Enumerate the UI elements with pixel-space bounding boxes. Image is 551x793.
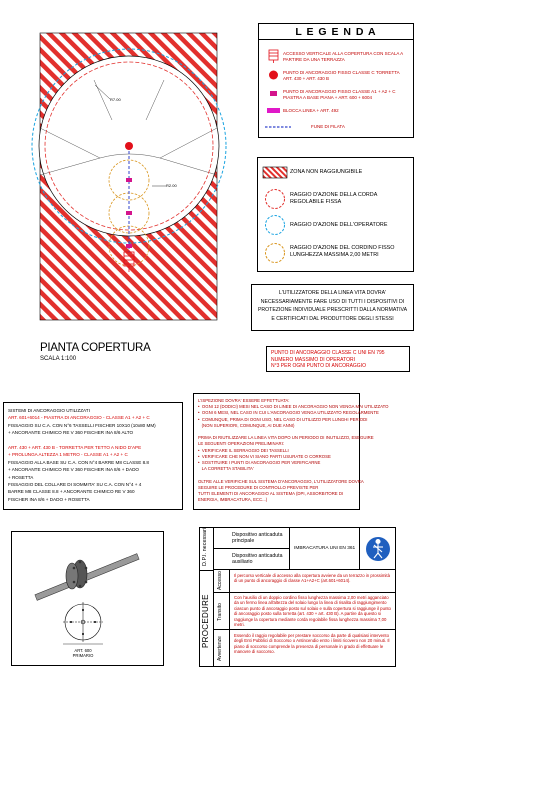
user-note-box [251, 284, 414, 331]
inspection-line: (NON SUPERIORI, COMUNQUE, AI DUE ANNI) [198, 422, 295, 428]
inspection-line: TUTTI ELEMENTI DI ANCORAGGIO AL SISTEMA (DPI, ASSORBITORE DI [198, 491, 344, 497]
inspection-line: SEGUIRE LE PROCEDURE DI CONTROLLO PREVISTE PER [198, 484, 319, 490]
inspection-line: LA CORRETTA STABILITA' [198, 466, 254, 472]
anchor-systems-line: + ROSETTA [8, 474, 34, 480]
plan-title: PIANTA COPERTURA [40, 342, 151, 354]
anchor-systems-lines [8, 407, 178, 503]
fixed-anchor-plate-1 [126, 178, 132, 182]
inspection-line: • SOSTITUIRE I PUNTI DI ANCORAGGIO PER VERIFICARNE [198, 460, 321, 466]
legend-symbols-box [258, 23, 414, 138]
legend-item-ladder [259, 48, 413, 64]
transit-label: Transito [217, 603, 223, 621]
legend-item-lifeline-text: FUNE DI FILATA [311, 124, 345, 129]
user-note-line-1: L'UTILIZZATORE DELLA LINEA VITA DOVRA' [278, 290, 387, 296]
legend-item-plate-text: PUNTO DI ANCORAGGIO FISSO CLASSE A1 + A2 + C PIASTRA A BASE PIANA + ART. 600 + 6004 [283, 89, 396, 100]
inspection-line: ENERGIA, IMBRACATURA, ECC...) [198, 497, 268, 503]
access-text: Il percorso verticale di accesso alla copertura avviene da un terrazzo in prossimità di un punto di ancoraggio di classe A1+A2+C (art.601+6014). [234, 573, 390, 584]
anchor-systems-line: FISSAGGIO DEL COLLARE DI SOMMITA' SU C.A. CON N°4 + 4 [8, 482, 142, 488]
anchor-systems-line: ART. 601+6014 - PIASTRA DI ANCORAGGIO - CLASSE A1 + A2 + C [8, 415, 150, 421]
user-note-line-4: E CERTIFICATI DAL PRODUTTORE DEGLI STESSI [271, 315, 394, 322]
max-operators-line-2: NUMERO MASSIMO DI OPERATORI [271, 356, 355, 363]
warnings-label-cell [214, 630, 230, 666]
anchor-systems-line: + ANCORANTE CHIMICO RE V 360 FISCHER INA 8/6 ALTO [8, 430, 134, 436]
legend-item-lifeline [259, 122, 413, 132]
dpi-row-2-label: Dispositivo anticaduta ausiliario [232, 553, 283, 565]
anchor-systems-box [3, 402, 183, 510]
inspection-line: LE SEGUENTI OPERAZIONI PRELIMINARI: [198, 441, 284, 447]
line-block-icon [263, 106, 285, 116]
harness-cell [290, 528, 360, 570]
user-note-line-3: PROTEZIONE INDIVIDUALE PRESCRITTI DALLA NORMATIVA [257, 307, 408, 313]
inspection-line: • VERIFICARE IL SERRAGGIO DEI TASSELLI [198, 447, 289, 453]
inspection-line: • VERIFICARE CHE NON VI SIANO PARTI USURATE O CORROSE [198, 453, 331, 459]
anchor-systems-line: + ANCORANTE CHIMICO RE V 360 FISCHER INA 8/6 + DADO [8, 467, 139, 473]
fixed-anchor-plate-icon [263, 88, 285, 102]
legend-item-block [259, 106, 413, 116]
vertical-access-ladder-icon [263, 48, 285, 64]
legend-zone-no-reach [258, 165, 413, 181]
inspection-line: L'ISPEZIONE DOVRA' ESSERE EFFETTUATA: [198, 398, 290, 403]
transit-text-cell [230, 593, 396, 630]
lifeline-icon [263, 122, 293, 132]
legend-item-block-text: BLOCCA LINEA + ART. 492 [283, 108, 339, 113]
dpi-row-2-label-cell [214, 549, 290, 570]
anchor-systems-line [8, 437, 178, 444]
anchor-systems-line: SISTEMI DI ANCORAGGIO UTILIZZATI [8, 408, 90, 413]
max-operators-box [266, 346, 410, 372]
legend-item-turret [259, 69, 413, 83]
operator-radius-icon [262, 213, 290, 237]
procedure-side-title: PROCEDURE [201, 594, 210, 648]
legend-zone-rope-text: RAGGIO D'AZIONE DELLA CORDA REGOLABILE FISSA [290, 192, 377, 205]
no-reach-zone-icon [262, 165, 290, 181]
harness-label: IMBRACATURA UNI EN 361 [294, 546, 356, 551]
inspection-line: OLTRE ALLE VERIFICHE SUL SISTEMA D'ANCORAGGIO, L'UTILIZZATORE DOVRA [198, 478, 364, 484]
anchor-product-drawing [12, 532, 163, 665]
dpi-label: D.P.I. necessari [202, 527, 208, 566]
anchor-systems-line: ART. 430 + ART. 430 B - TORRETTA PER TETTO A NIDO D'APE [8, 445, 142, 451]
legend-item-turret-text: PUNTO DI ANCORAGGIO FISSO CLASSE C TORRETTA ART. 430 + ART. 430 B [283, 70, 400, 81]
transit-text: Con l'ausilio di un doppio cordino fisso lunghezza massima 2,00 metri agganciato da un fermo linea all'altezza del solaio lungo la linea di risalita di raggiungimento ciascun punto di ancoraggio posto sul solaio e sulla copertura si raggiunge il punto di ancoraggio posto sulla torretta (art. 430 + art. 430 B). A partire da questo si raggiunge la copertura mediante corda regolabile fissa lunghezza massima 7,00 metri. [234, 595, 391, 628]
radius-label-1: R7.00 [110, 97, 121, 102]
user-note-line-2: NECESSARIAMENTE FARE USO DI TUTTI I DISPOSITIVI DI [260, 298, 405, 305]
procedure-side-col [200, 528, 214, 666]
fixed-anchor-turret [125, 142, 133, 150]
radius-label-2: R2.00 [166, 183, 177, 188]
inspection-line: • OGNI 12 (DODICI) MESI NEL CASO DI LINEE DI ANCORAGGIO NON VENGA MAI UTILIZZATO [198, 404, 389, 410]
fixed-anchor-turret-icon [263, 69, 285, 83]
roof-plan [0, 0, 230, 340]
warnings-label: Avvertenze [217, 636, 223, 661]
inspection-box [193, 393, 389, 510]
legend-item-plate [259, 88, 413, 102]
dpi-row-1-label-cell [214, 528, 290, 549]
plan-scale: SCALA 1:100 [40, 356, 77, 362]
fixed-rope-radius-icon [262, 240, 290, 266]
product-caption-line-1: ART. 600 [74, 648, 92, 653]
legend-title: L E G E N D A [295, 26, 377, 38]
adjustable-rope-radius-icon [262, 187, 290, 211]
anchor-systems-line: FISSAGGIO ALLA BASE SU C.A. CON N°4 BARRE M8 CLASSE 8.8 [8, 459, 149, 465]
fixed-anchor-plate-3 [126, 244, 132, 248]
warnings-text-cell [230, 630, 396, 666]
inspection-line: PRIMA DI RIUTILIZZARE LA LINEA VITA DOPO UN PERIODO DI INUTILIZZO, ESEGUIRE [198, 435, 374, 441]
transit-label-cell [214, 593, 230, 630]
anchor-plan-view [63, 602, 103, 644]
legend-zones-box [257, 157, 414, 272]
legend-item-ladder-text: ACCESSO VERTICALE ALLA COPERTURA CON SCALA A PARTIRE DA UNA TERRAZZA [283, 51, 403, 62]
warnings-text: Essendo il raggio regolabile per prestare soccorso da parte di qualsiasi intervento degli Enti Pubblici di Soccorso o Antincendio entro i limiti ricovero non 20 minuti. Il piano di soccorso comprende la presenza di personale in grado di effettuare le manovre di soccorso. [234, 633, 390, 655]
access-label-cell [214, 570, 230, 593]
procedure-table [199, 527, 396, 667]
fixed-anchor-plate-2 [126, 211, 132, 215]
inspection-lines [198, 398, 389, 503]
legend-zone-cord-text: RAGGIO D'AZIONE DEL CORDINO FISSO LUNGHEZZA MASSIMA 2,00 METRI [290, 245, 395, 258]
harness-icon [360, 528, 396, 570]
anchor-systems-line: FISCHER INA 8/6 + DADO + ROSETTA [8, 496, 90, 502]
anchor-systems-line: FISSAGGIO SU C.A. CON N°6 TASSELLI FISCHER 10X10 (10x80 MM) [8, 422, 156, 428]
legend-zone-operator [258, 213, 413, 237]
dpi-row-1-label: Dispositivo anticaduta principale [232, 532, 283, 544]
inspection-line: • COMUNQUE, PRIMA DI OGNI USO, NEL CASO DI UTILIZZO PER LUNGHI PERIODI [198, 416, 368, 422]
access-text-cell [230, 570, 396, 593]
max-operators-line-1: PUNTO DI ANCORAGGIO CLASSE C UNI EN 795 [271, 350, 385, 356]
legend-zone-no-reach-text: ZONA NON RAGGIUNGIBILE [290, 169, 363, 175]
inspection-line: • OGNI 6 MESI, NEL CASO IN CUI L'ANCORAGGIO VENGA UTILIZZATO REGOLARMENTE [198, 410, 379, 416]
anchor-systems-line: + PROLUNGA ALTEZZA 1 METRO - CLASSE A1 + A2 + C [8, 452, 128, 458]
access-label: Accesso [217, 571, 223, 590]
max-operators-line-3: N°3 PER OGNI PUNTO DI ANCORAGGIO [271, 363, 366, 369]
anchor-systems-line: BARRE M8 CLASSE 8.8 + ANCORANTE CHIMICO RE V 360 [8, 489, 135, 495]
legend-zone-operator-text: RAGGIO D'AZIONE DELL'OPERATORE [290, 222, 388, 228]
product-caption-line-2: PRIMARIO [72, 653, 94, 658]
legend-zone-rope [258, 187, 413, 211]
harness-icon-cell [360, 528, 396, 570]
legend-zone-cord [258, 240, 413, 266]
roof-plan-drawing [0, 0, 230, 340]
product-detail-box [11, 531, 164, 666]
